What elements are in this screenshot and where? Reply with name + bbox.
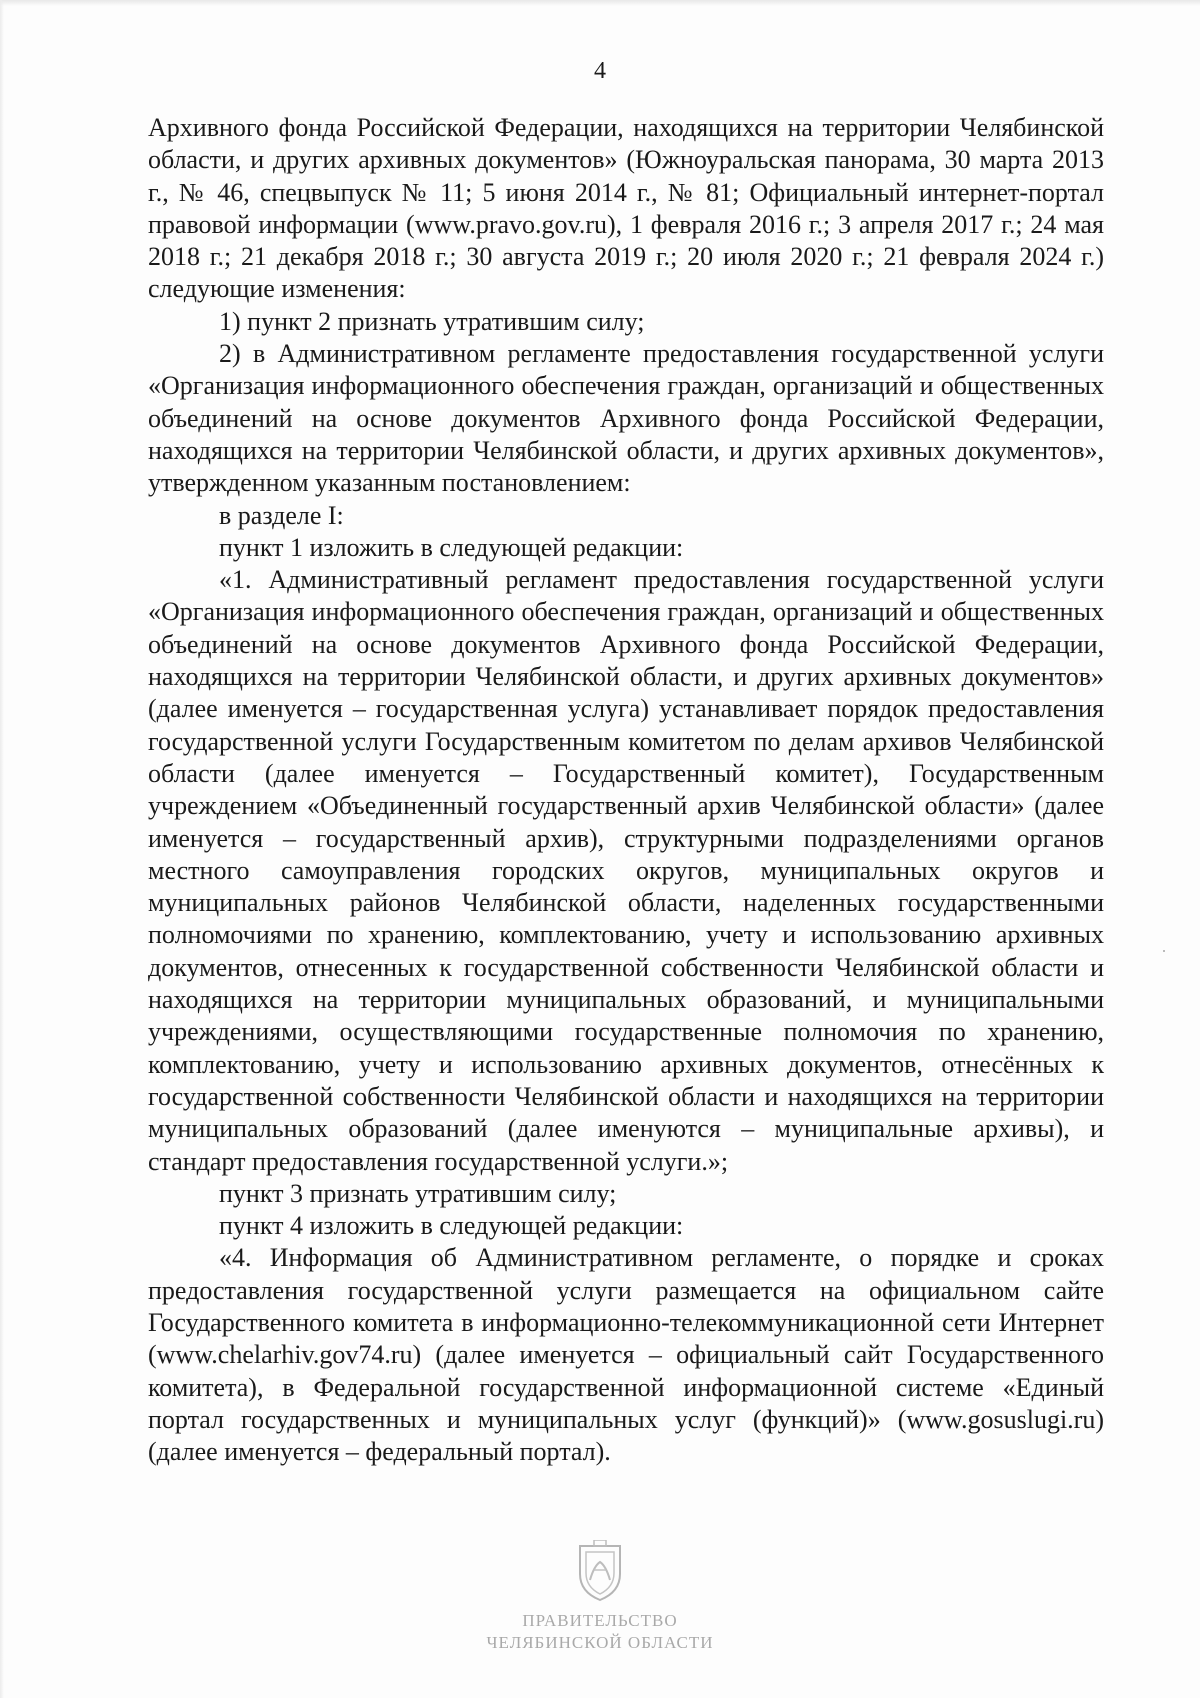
document-body xyxy=(148,112,1104,1468)
scan-edge-top xyxy=(0,0,1200,6)
scan-edge-left xyxy=(0,0,4,1698)
paragraph-point-1-text: «1. Административный регламент предоставления государственной услуги «Организация информационного обеспечения граждан, организаций и общественных объединений на основе документов Архивного фонда Российской Федерации, находящихся на территории Челябинской области, и других архивных документов» (далее именуется – государственная услуга) устанавливает порядок предоставления государственной услуги Государственным комитетом по делам архивов Челябинской области (далее именуется – Государственный комитет), Государственным учреждением «Объединенный государственный архив Челябинской области» (далее именуется – государственный архив), структурными подразделениями органов местного самоуправления городских округов, муниципальных округов и муниципальных районов Челябинской области, наделенных государственными полномочиями по хранению, комплектованию, учету и использованию архивных документов, отнесенных к государственной собственности Челябинской области и находящихся на территории муниципальных образований, и муниципальными учреждениями, осуществляющими государственные полномочия по хранению, комплектованию, учету и использованию архивных документов, отнесённых к государственной собственности Челябинской области и находящихся на территории муниципальных образований (далее именуются – муниципальные архивы), и стандарт предоставления государственной услуги.»; xyxy=(148,565,1104,1176)
paragraph-item-1: 1) пункт 2 признать утратившим силу; xyxy=(219,306,645,336)
coat-of-arms-icon xyxy=(572,1540,628,1602)
paragraph-section-1: в разделе I: xyxy=(219,500,344,530)
paragraph-point-3: пункт 3 признать утратившим силу; xyxy=(219,1178,617,1208)
paragraph-preamble-continued: Архивного фонда Российской Федерации, находящихся на территории Челябинской области, и других архивных документов» (Южноуральская панорама, 30 марта 2013 г., № 46, спецвыпуск № 11; 5 июня 2014 г., № 81; Официальный интернет-портал правовой информации (www.pravo.gov.ru), 1 февраля 2016 г.; 3 апреля 2017 г.; 24 мая 2018 г.; 21 декабря 2018 г.; 30 августа 2019 г.; 20 июля 2020 г.; 21 февраля 2024 г.) следующие изменения: xyxy=(148,113,1104,304)
scan-artifact xyxy=(1163,950,1165,952)
stamp-org-line2: ЧЕЛЯБИНСКОЙ ОБЛАСТИ xyxy=(486,1633,714,1652)
paragraph-point-4-text: «4. Информация об Административном регламенте, о порядке и сроках предоставления государственной услуги размещается на официальном сайте Государственного комитета в информационно-телекоммуникационной сети Интернет (www.chelarhiv.gov74.ru) (далее именуется – официальный сайт Государственного комитета), в Федеральной государственной информационной системе «Единый портал государственных и муниципальных услуг (функций)» (www.gosuslugi.ru) (далее именуется – федеральный портал). xyxy=(148,1243,1104,1467)
stamp-org-line1: ПРАВИТЕЛЬСТВО xyxy=(522,1611,678,1630)
paragraph-point-1-intro: пункт 1 изложить в следующей редакции: xyxy=(219,532,684,562)
paragraph-point-4-intro: пункт 4 изложить в следующей редакции: xyxy=(219,1211,684,1241)
page-number: 4 xyxy=(594,58,606,84)
paragraph-item-2: 2) в Административном регламенте предоставления государственной услуги «Организация информационного обеспечения граждан, организаций и общественных объединений на основе документов Архивного фонда Российской Федерации, находящихся на территории Челябинской области, и других архивных документов», утвержденном указанным постановлением: xyxy=(148,339,1104,498)
